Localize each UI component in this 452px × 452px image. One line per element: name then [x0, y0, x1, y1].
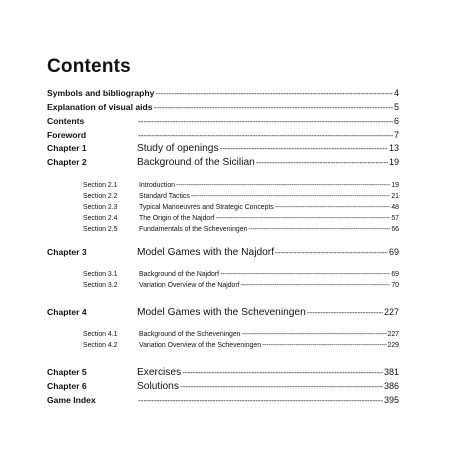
toc-page-number: 227: [387, 331, 399, 338]
toc-entry-game-index[interactable]: [47, 394, 399, 406]
chapter-label: Chapter 3: [47, 247, 87, 257]
toc-page-number: 227: [383, 307, 399, 317]
toc-page-number: 70: [391, 282, 399, 289]
toc-chapter-2[interactable]: [47, 156, 399, 168]
section-title: Standard Tactics: [139, 193, 190, 200]
toc-entry-label: Symbols and bibliography: [47, 88, 155, 98]
dot-leader: [220, 142, 388, 154]
section-label: Section 2.5: [83, 226, 118, 233]
toc-page-number: 6: [393, 116, 399, 126]
toc-section-3-1[interactable]: [47, 270, 399, 280]
toc-section-2-2[interactable]: [47, 192, 399, 202]
toc-page-number: 66: [391, 226, 399, 233]
toc-entry-contents[interactable]: [47, 115, 399, 127]
dot-leader: [215, 214, 390, 224]
toc-entry-visual-aids[interactable]: [47, 101, 399, 113]
section-title: Background of the Najdorf: [139, 271, 220, 278]
section-title: Background of the Scheveningen: [139, 331, 241, 338]
toc-page-number: 4: [393, 88, 399, 98]
dot-leader: [275, 246, 388, 258]
chapter-label: Chapter 5: [47, 367, 87, 377]
dot-leader: [138, 129, 393, 141]
dot-leader: [155, 87, 393, 99]
section-label: Section 2.4: [83, 215, 118, 222]
section-title: Fundamentals of the Scheveningen: [139, 226, 248, 233]
toc-page-number: 19: [391, 182, 399, 189]
section-label: Section 4.1: [83, 331, 118, 338]
toc-section-2-4[interactable]: [47, 214, 399, 224]
dot-leader: [307, 306, 383, 318]
chapter-label: Chapter 1: [47, 143, 87, 153]
dot-leader: [275, 203, 391, 213]
toc-chapter-4[interactable]: [47, 306, 399, 318]
page-title: Contents: [47, 56, 131, 77]
dot-leader: [176, 181, 390, 191]
section-label: Section 2.1: [83, 182, 118, 189]
toc-page-number: 21: [391, 193, 399, 200]
section-label: Section 3.2: [83, 282, 118, 289]
toc-section-2-1[interactable]: [47, 181, 399, 191]
section-title: Introduction: [139, 182, 176, 189]
toc-page-number: 381: [383, 367, 399, 377]
dot-leader: [180, 380, 383, 392]
toc-chapter-6[interactable]: [47, 380, 399, 392]
toc-page-number: 48: [391, 204, 399, 211]
toc-entry-symbols[interactable]: [47, 87, 399, 99]
dot-leader: [241, 281, 391, 291]
chapter-title: Model Games with the Scheveningen: [137, 307, 306, 318]
dot-leader: [262, 341, 386, 351]
section-title: Variation Overview of the Scheveningen: [139, 342, 262, 349]
dot-leader: [191, 192, 391, 202]
toc-page-number: 7: [393, 130, 399, 140]
toc-chapter-1[interactable]: [47, 142, 399, 154]
toc-page-number: 386: [383, 381, 399, 391]
toc-section-2-3[interactable]: [47, 203, 399, 213]
toc-page-number: 395: [383, 395, 399, 405]
section-label: Section 2.3: [83, 204, 118, 211]
chapter-label: Chapter 6: [47, 381, 87, 391]
toc-section-4-2[interactable]: [47, 341, 399, 351]
toc-entry-foreword[interactable]: [47, 129, 399, 141]
toc-page-number: 57: [391, 215, 399, 222]
toc-section-3-2[interactable]: [47, 281, 399, 291]
toc-page-number: 229: [387, 342, 399, 349]
dot-leader: [248, 225, 390, 235]
chapter-label: Chapter 2: [47, 157, 87, 167]
toc-entry-label: Game Index: [47, 395, 96, 405]
toc-page-number: 69: [388, 247, 399, 257]
section-label: Section 2.2: [83, 193, 118, 200]
chapter-title: Solutions: [137, 381, 179, 392]
toc-page-number: 13: [388, 143, 399, 153]
chapter-label: Chapter 4: [47, 307, 87, 317]
dot-leader: [220, 270, 390, 280]
chapter-title: Exercises: [137, 367, 182, 378]
chapter-title: Model Games with the Najdorf: [137, 247, 275, 258]
chapter-title: Background of the Sicilian: [137, 157, 255, 168]
toc-entry-label: Explanation of visual aids: [47, 102, 153, 112]
dot-leader: [154, 101, 393, 113]
dot-leader: [256, 156, 388, 168]
dot-leader: [182, 366, 383, 378]
toc-chapter-5[interactable]: [47, 366, 399, 378]
toc-section-2-5[interactable]: [47, 225, 399, 235]
chapter-title: Study of openings: [137, 143, 219, 154]
toc-chapter-3[interactable]: [47, 246, 399, 258]
dot-leader: [242, 330, 387, 340]
section-title: The Origin of the Najdorf: [139, 215, 215, 222]
toc-entry-label: Foreword: [47, 130, 87, 140]
toc-section-4-1[interactable]: [47, 330, 399, 340]
toc-page-number: 5: [393, 102, 399, 112]
toc-page-number: 69: [391, 271, 399, 278]
section-title: Typical Manoeuvres and Strategic Concepts: [139, 204, 274, 211]
toc-entry-label: Contents: [47, 116, 85, 126]
toc-page-number: 19: [388, 157, 399, 167]
section-label: Section 4.2: [83, 342, 118, 349]
section-title: Variation Overview of the Najdorf: [139, 282, 240, 289]
dot-leader: [138, 115, 393, 127]
section-label: Section 3.1: [83, 271, 118, 278]
dot-leader: [138, 394, 383, 406]
